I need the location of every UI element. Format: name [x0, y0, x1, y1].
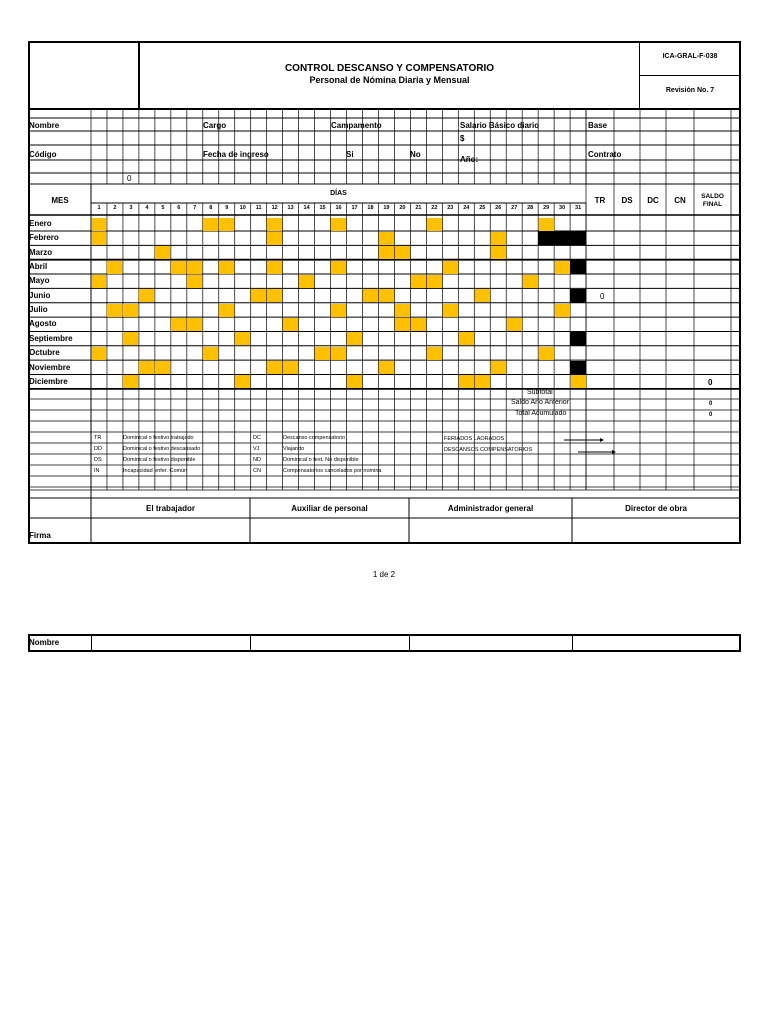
day-cell-marked: [379, 289, 394, 302]
day-cell-marked: [331, 347, 346, 360]
day-number-4: 4: [145, 205, 149, 211]
month-label: Enero: [29, 219, 52, 228]
month-label: Mayo: [29, 276, 50, 286]
day-cell-marked: [267, 232, 282, 245]
legend-text: Compensatorios cancelados por nomina: [283, 468, 382, 474]
day-number-11: 11: [255, 205, 262, 211]
salario-label: Salario Básico diario: [460, 121, 540, 130]
legend-feriados: FERIADOS LAORADOS: [444, 436, 505, 442]
day-number-30: 30: [559, 205, 566, 211]
campamento-label: Campamento: [331, 121, 382, 130]
day-cell-marked: [539, 347, 554, 360]
day-number-5: 5: [161, 205, 165, 211]
form-code: ICA-GRAL-F-038: [662, 53, 718, 60]
day-number-6: 6: [177, 205, 181, 211]
day-cell-marked: [571, 375, 586, 388]
day-number-26: 26: [495, 205, 502, 211]
legend-code: CN: [253, 468, 261, 474]
dollar-sign: $: [460, 134, 465, 143]
day-cell-marked: [267, 361, 282, 374]
month-label: Julio: [29, 305, 48, 315]
signature-director: Director de obra: [625, 504, 687, 513]
day-cell-marked: [475, 375, 490, 388]
day-cell-marked: [251, 289, 266, 302]
diciembre-saldo-value: 0: [708, 378, 713, 387]
day-cell-marked: [507, 318, 522, 331]
day-cell-marked: [219, 261, 234, 274]
day-cell-blocked: [538, 231, 554, 245]
anio-label: Año:: [460, 155, 479, 164]
day-number-21: 21: [415, 205, 422, 211]
zero-value: 0: [127, 174, 132, 183]
page2-nombre-label: Nombre: [29, 638, 60, 647]
day-cell-marked: [123, 304, 138, 317]
mes-header: MES: [51, 196, 69, 205]
day-number-3: 3: [129, 205, 133, 211]
day-cell-marked: [92, 275, 107, 288]
day-cell-marked: [363, 289, 378, 302]
day-cell-marked: [331, 218, 346, 231]
page-number: 1 de 2: [372, 570, 396, 579]
legend-code: DS: [94, 457, 102, 463]
legend-text: Dominical o festivo descansado: [123, 446, 201, 452]
day-cell-marked: [203, 347, 218, 360]
day-cell-marked: [459, 375, 474, 388]
day-cell-marked: [379, 232, 394, 245]
day-cell-marked: [395, 318, 410, 331]
page2-row: [28, 634, 741, 652]
day-cell-marked: [443, 261, 458, 274]
month-label: Agosto: [29, 319, 57, 329]
day-number-27: 27: [511, 205, 518, 211]
day-cell-marked: [235, 332, 250, 345]
day-number-12: 12: [271, 205, 278, 211]
day-cell-marked: [139, 361, 154, 374]
day-number-9: 9: [225, 205, 229, 211]
day-cell-marked: [187, 275, 202, 288]
day-cell-marked: [171, 261, 186, 274]
firma-label: Firma: [29, 531, 51, 540]
page2-div1: [91, 634, 92, 652]
day-cell-marked: [155, 246, 170, 259]
day-cell-marked: [155, 361, 170, 374]
saldo-word: SALDO: [701, 193, 724, 200]
day-cell-marked: [107, 261, 122, 274]
legend-code: DC: [253, 435, 261, 441]
junio-tr-value: 0: [600, 292, 605, 301]
day-cell-marked: [315, 347, 330, 360]
legend-code: VJ: [253, 446, 260, 452]
legend-text: Descanso compensatorio: [283, 435, 346, 441]
day-cell-marked: [267, 289, 282, 302]
month-label: Septiembre: [29, 333, 73, 343]
signature-auxiliar: Auxiliar de personal: [291, 504, 368, 513]
day-number-16: 16: [335, 205, 342, 211]
legend-code: TR: [94, 435, 102, 441]
month-label: Febrero: [29, 233, 59, 243]
day-number-17: 17: [351, 205, 358, 211]
day-cell-marked: [171, 318, 186, 331]
saldo-anterior-label: Saldo Año Anterior: [511, 399, 569, 406]
day-cell-marked: [299, 275, 314, 288]
day-cell-marked: [555, 304, 570, 317]
day-number-1: 1: [97, 205, 101, 211]
legend-descansos: DESCANSOS COMPENSATORIOS: [444, 447, 533, 453]
day-cell-marked: [92, 347, 107, 360]
day-number-15: 15: [319, 205, 326, 211]
legend-code: ND: [253, 457, 261, 463]
signature-trabajador: El trabajador: [146, 504, 195, 513]
fecha-ingreso-label: Fecha de ingreso: [203, 150, 269, 159]
day-cell-marked: [123, 375, 138, 388]
day-cell-marked: [219, 218, 234, 231]
total-acumulado-value: 0: [709, 412, 713, 418]
month-label: Diciembre: [29, 376, 68, 386]
cargo-label: Cargo: [203, 121, 227, 130]
day-cell-marked: [379, 246, 394, 259]
revision-label: Revisión No. 7: [665, 87, 715, 94]
day-cell-marked: [491, 232, 506, 245]
page2-div2: [250, 634, 251, 652]
subtotal-label: Subtotal: [527, 389, 553, 396]
day-cell-blocked: [570, 289, 586, 303]
day-cell-marked: [411, 318, 426, 331]
day-cell-marked: [427, 275, 442, 288]
day-cell-marked: [123, 332, 138, 345]
legend-code: DD: [94, 446, 102, 452]
legend-code: IN: [94, 468, 100, 474]
contrato-label: Contrato: [588, 150, 622, 159]
dias-header: DÍAS: [330, 190, 347, 197]
saldo-anterior-value: 0: [709, 401, 713, 407]
day-number-25: 25: [479, 205, 486, 211]
day-cell-marked: [283, 318, 298, 331]
page2-div4: [572, 634, 573, 652]
day-cell-blocked: [554, 231, 570, 245]
day-cell-marked: [411, 275, 426, 288]
day-cell-marked: [379, 361, 394, 374]
day-cell-marked: [395, 246, 410, 259]
day-cell-marked: [539, 218, 554, 231]
day-cell-blocked: [570, 231, 586, 245]
document-title: CONTROL DESCANSO Y COMPENSATORIO: [284, 63, 495, 74]
day-cell-marked: [491, 361, 506, 374]
month-label: Octubre: [29, 348, 60, 358]
day-number-7: 7: [193, 205, 197, 211]
document-subtitle: Personal de Nómina Diaria y Mensual: [309, 75, 470, 85]
day-number-14: 14: [303, 205, 310, 211]
no-label: No: [410, 150, 421, 159]
nombre-label: Nombre: [29, 121, 60, 130]
day-cell-marked: [235, 375, 250, 388]
day-cell-marked: [555, 261, 570, 274]
day-cell-marked: [187, 318, 202, 331]
day-cell-marked: [92, 232, 107, 245]
day-number-29: 29: [543, 205, 550, 211]
day-cell-blocked: [570, 332, 586, 346]
day-cell-marked: [267, 218, 282, 231]
day-cell-blocked: [570, 361, 586, 375]
legend-text: Incapacidad enfer. Común: [123, 468, 188, 474]
day-cell-marked: [187, 261, 202, 274]
day-cell-marked: [139, 289, 154, 302]
page2-div3: [409, 634, 410, 652]
si-label: Si: [346, 150, 354, 159]
day-cell-marked: [331, 261, 346, 274]
day-number-31: 31: [575, 205, 582, 211]
summary-header-cn: CN: [674, 196, 686, 205]
day-number-19: 19: [383, 205, 390, 211]
day-cell-marked: [92, 218, 107, 231]
final-word: FINAL: [702, 201, 723, 208]
legend-text: Dominical o festivo disponible: [123, 457, 196, 463]
day-cell-marked: [347, 332, 362, 345]
saldo-final-header: [694, 193, 731, 209]
day-number-2: 2: [113, 205, 117, 211]
day-cell-marked: [427, 218, 442, 231]
legend-text: Viajando: [283, 446, 305, 452]
day-cell-marked: [107, 304, 122, 317]
day-cell-marked: [427, 347, 442, 360]
month-label: Junio: [29, 290, 51, 300]
day-number-10: 10: [239, 205, 246, 211]
day-number-23: 23: [447, 205, 454, 211]
day-cell-marked: [267, 261, 282, 274]
day-cell-marked: [395, 304, 410, 317]
day-cell-marked: [475, 289, 490, 302]
legend-text: Dominical o fest. No disponible: [283, 457, 359, 463]
day-cell-blocked: [570, 260, 586, 274]
day-number-28: 28: [527, 205, 534, 211]
month-label: Marzo: [29, 247, 53, 257]
day-cell-marked: [203, 218, 218, 231]
base-label: Base: [588, 121, 608, 130]
signature-administrador: Administrador general: [447, 504, 534, 513]
legend-text: Dominical o festivo trabajado: [123, 435, 194, 441]
day-cell-marked: [347, 375, 362, 388]
day-cell-marked: [283, 361, 298, 374]
arrow-icon: [560, 436, 620, 458]
day-cell-marked: [491, 246, 506, 259]
summary-header-ds: DS: [621, 196, 633, 205]
codigo-label: Código: [29, 150, 57, 159]
day-cell-marked: [523, 275, 538, 288]
day-number-8: 8: [209, 205, 213, 211]
day-cell-marked: [219, 304, 234, 317]
day-number-20: 20: [399, 205, 406, 211]
day-cell-marked: [459, 332, 474, 345]
day-number-22: 22: [431, 205, 438, 211]
day-number-24: 24: [463, 205, 470, 211]
summary-header-dc: DC: [647, 196, 659, 205]
day-cell-marked: [443, 304, 458, 317]
day-number-13: 13: [287, 205, 294, 211]
day-cell-marked: [331, 304, 346, 317]
total-acumulado-label: Total Acumulado: [515, 410, 567, 417]
summary-header-tr: TR: [594, 196, 606, 205]
month-label: Noviembre: [29, 362, 71, 372]
day-number-18: 18: [367, 205, 374, 211]
month-label: Abril: [29, 262, 48, 272]
